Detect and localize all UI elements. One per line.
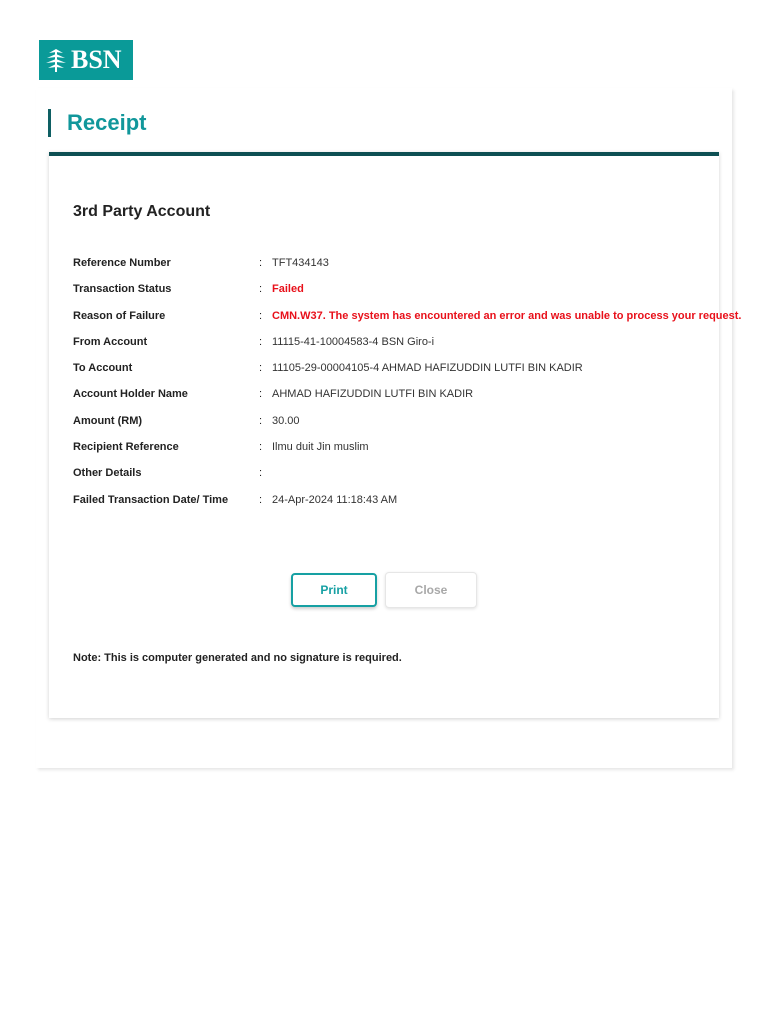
detail-separator: :: [259, 257, 263, 269]
detail-value: 11105-29-00004105-4 AHMAD HAFIZUDDIN LUTFI BIN KADIR: [272, 362, 583, 375]
detail-row: [73, 414, 713, 440]
detail-separator: :: [259, 335, 263, 348]
detail-row: [73, 335, 713, 361]
detail-label: Other Details: [73, 467, 142, 480]
detail-separator: :: [259, 493, 263, 506]
bsn-logo: [39, 40, 133, 80]
detail-value: 11115-41-10004583-4 BSN Giro-i: [272, 335, 435, 348]
detail-label: From Account: [73, 335, 148, 348]
close-button[interactable]: Close: [385, 572, 477, 608]
page-title: Receipt: [67, 110, 147, 135]
detail-label: Transaction Status: [73, 283, 172, 296]
logo-text: BSN: [71, 45, 122, 74]
detail-label: Reason of Failure: [73, 309, 166, 322]
detail-separator: :: [259, 467, 263, 480]
detail-value: TFT434143: [272, 257, 329, 269]
detail-label: Amount (RM): [73, 414, 143, 427]
detail-row: [73, 466, 713, 492]
detail-value: Ilmu duit Jin muslim: [272, 441, 369, 454]
detail-separator: :: [259, 441, 263, 454]
detail-row: [73, 387, 713, 413]
detail-label: Reference Number: [73, 257, 171, 269]
heading-accent-bar: [48, 109, 51, 137]
detail-label: Account Holder Name: [73, 388, 188, 401]
detail-label: Recipient Reference: [73, 441, 179, 454]
detail-row: [73, 361, 713, 387]
detail-row: [73, 309, 742, 335]
detail-label: To Account: [73, 362, 133, 375]
detail-separator: :: [259, 414, 263, 427]
detail-row: [73, 282, 713, 308]
tree-icon: [45, 47, 67, 73]
detail-row: [73, 440, 713, 466]
detail-value: CMN.W37. The system has encountered an error and was unable to process your request.: [272, 309, 742, 322]
detail-separator: :: [259, 362, 263, 375]
detail-label: Failed Transaction Date/ Time: [73, 493, 229, 506]
detail-value: 30.00: [272, 414, 300, 427]
print-button[interactable]: Print: [291, 573, 377, 607]
detail-row: [73, 256, 713, 282]
receipt-card: [49, 152, 742, 718]
detail-row: [73, 493, 713, 519]
detail-value: 24-Apr-2024 11:18:43 AM: [272, 493, 398, 506]
detail-separator: :: [259, 283, 263, 296]
receipt-note: Note: This is computer generated and no signature is required.: [73, 652, 402, 664]
receipt-title: 3rd Party Account: [73, 203, 211, 220]
detail-value: AHMAD HAFIZUDDIN LUTFI BIN KADIR: [272, 388, 474, 401]
page-heading: [48, 108, 146, 138]
detail-separator: :: [259, 309, 263, 322]
detail-separator: :: [259, 388, 263, 401]
detail-value: Failed: [272, 283, 304, 296]
receipt-details: [73, 256, 742, 519]
